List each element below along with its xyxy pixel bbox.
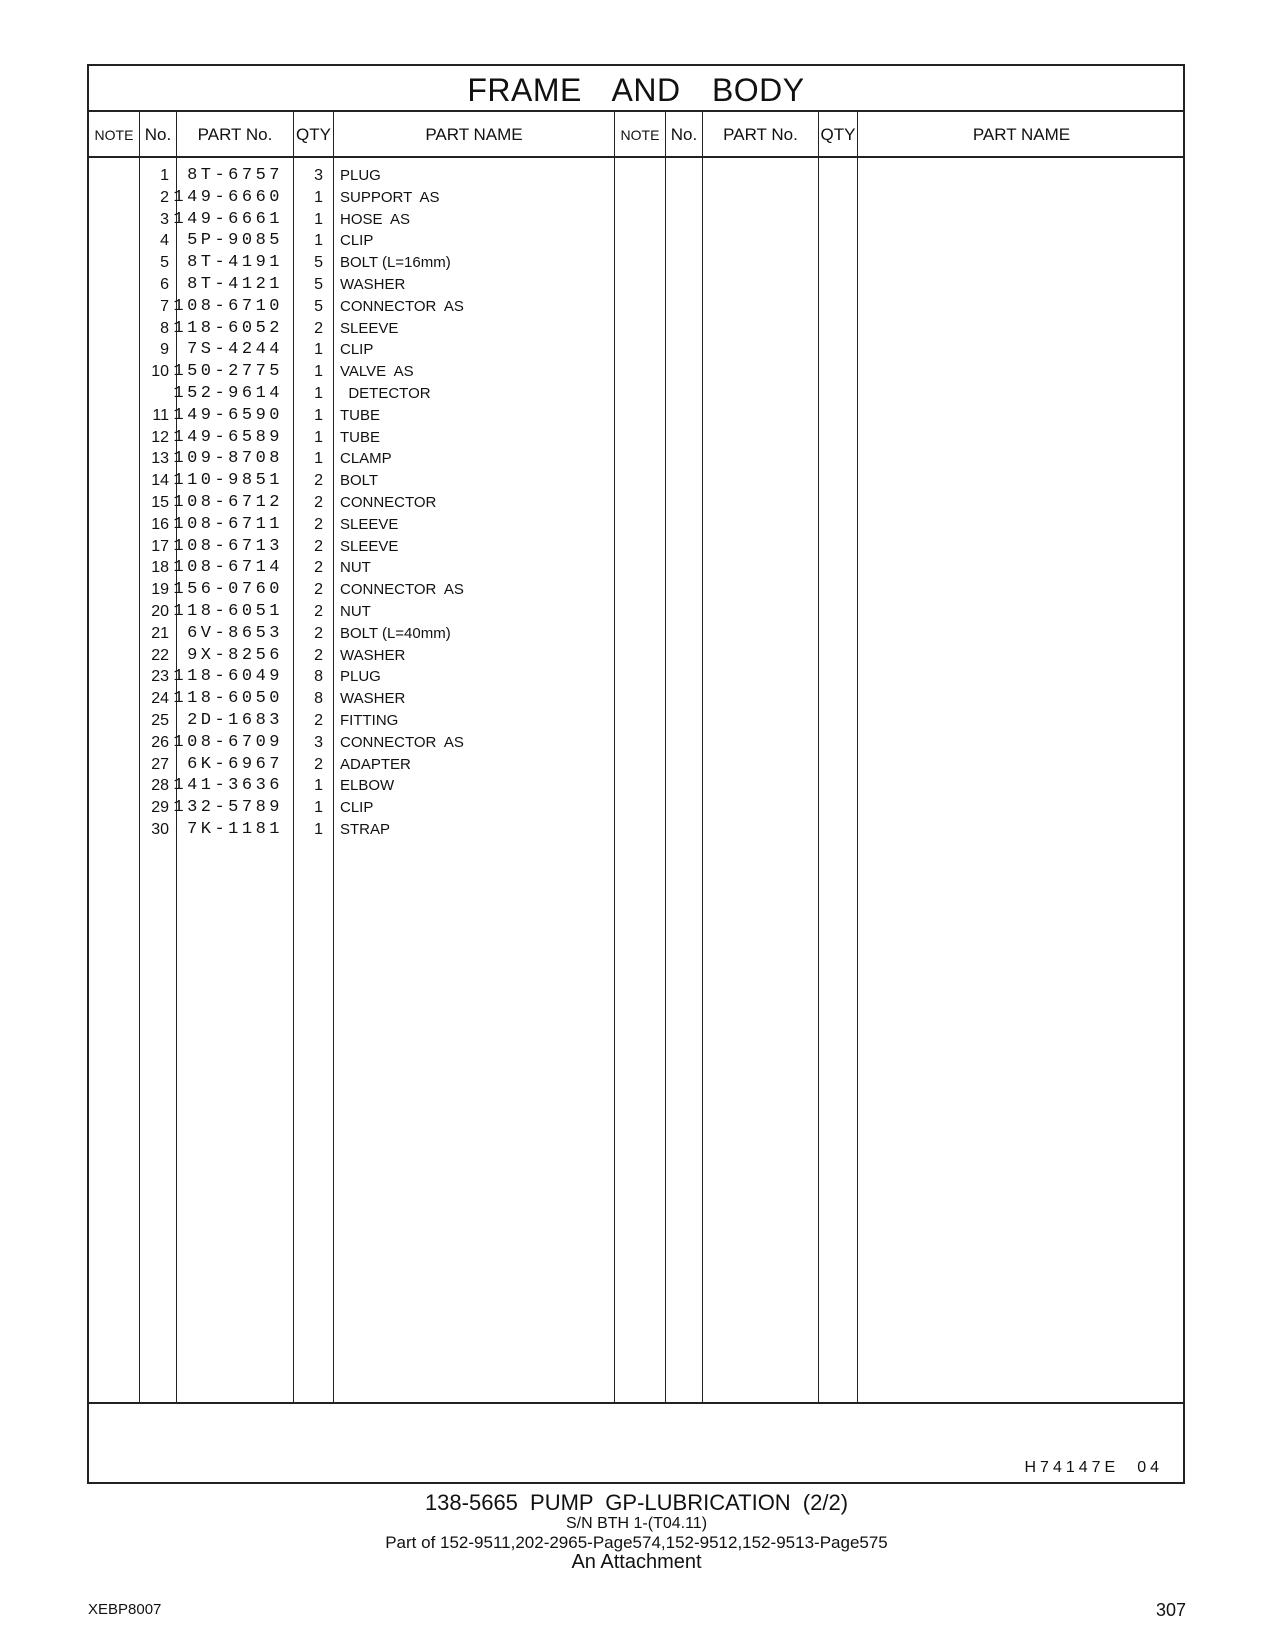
row-quantity: 2 xyxy=(314,319,323,337)
row-part-number: 108-6710 xyxy=(173,296,283,316)
row-quantity: 2 xyxy=(314,537,323,555)
header-note: NOTE xyxy=(620,127,660,143)
row-part-name: CLIP xyxy=(340,232,374,250)
header-note: NOTE xyxy=(94,127,134,143)
row-quantity: 2 xyxy=(314,755,323,773)
row-quantity: 1 xyxy=(314,210,323,228)
row-item-number: 28 xyxy=(151,777,169,795)
row-part-number: 118-6050 xyxy=(173,689,283,709)
col-divider xyxy=(857,112,858,1402)
row-item-number: 3 xyxy=(160,210,169,228)
row-part-name: BOLT xyxy=(340,472,379,490)
row-part-name: BOLT (L=40mm) xyxy=(340,624,451,642)
row-quantity: 3 xyxy=(314,167,323,184)
row-item-number: 4 xyxy=(160,232,169,250)
row-part-number: 118-6049 xyxy=(173,667,283,687)
header-no: No. xyxy=(670,125,698,144)
header-part-no: PART No. xyxy=(723,125,798,144)
row-part-name: CLAMP xyxy=(340,450,392,468)
illustration-code xyxy=(1024,1459,1163,1477)
row-part-name: PLUG xyxy=(340,167,381,184)
row-quantity: 2 xyxy=(314,494,323,511)
row-part-name: SLEEVE xyxy=(340,515,399,533)
row-part-number: 149-6661 xyxy=(173,209,283,229)
row-part-number: 118-6052 xyxy=(173,318,283,338)
row-part-number: 6K-6967 xyxy=(187,754,283,774)
row-item-number: 20 xyxy=(151,603,169,620)
document-id: XEBP8007 xyxy=(88,1601,162,1618)
row-quantity: 3 xyxy=(314,733,323,751)
row-item-number: 19 xyxy=(151,581,169,599)
row-quantity: 1 xyxy=(314,385,323,402)
header-divider xyxy=(89,156,1183,158)
row-item-number: 17 xyxy=(151,537,169,555)
row-part-name: WASHER xyxy=(340,690,406,708)
row-item-number: 5 xyxy=(160,254,169,272)
row-quantity: 2 xyxy=(314,646,323,664)
page-number: 307 xyxy=(1155,1600,1186,1620)
col-divider xyxy=(665,112,666,1402)
row-part-name: TUBE xyxy=(340,428,381,446)
row-part-number: 149-6660 xyxy=(173,187,283,207)
row-quantity: 1 xyxy=(314,363,323,381)
row-part-number: 108-6712 xyxy=(173,493,283,512)
row-part-name: PLUG xyxy=(340,668,381,686)
caption-serial: S/N BTH 1-(T04.11) xyxy=(565,1515,708,1532)
row-item-number: 7 xyxy=(160,297,169,315)
row-part-name: VALVE AS xyxy=(340,363,414,381)
row-part-name: WASHER xyxy=(340,276,406,293)
row-item-number: 10 xyxy=(151,363,169,381)
row-item-number: 2 xyxy=(160,188,169,206)
header-no: No. xyxy=(144,125,172,144)
row-item-number: 13 xyxy=(151,450,169,468)
row-part-name: CONNECTOR AS xyxy=(340,581,464,599)
row-part-number: 118-6051 xyxy=(173,602,283,621)
row-part-number: 5P-9085 xyxy=(187,231,283,251)
row-part-name: WASHER xyxy=(340,646,406,664)
row-part-name: ELBOW xyxy=(340,777,395,795)
row-quantity: 2 xyxy=(314,581,323,599)
row-part-number: 108-6714 xyxy=(173,558,283,578)
row-part-number: 109-8708 xyxy=(173,449,283,469)
parts-table-frame xyxy=(87,64,1185,1484)
row-quantity: 5 xyxy=(314,297,323,315)
illustration-rev: 04 xyxy=(1137,1459,1163,1476)
row-item-number: 27 xyxy=(151,755,169,773)
row-item-number: 23 xyxy=(151,668,169,686)
row-item-number: 18 xyxy=(151,559,169,577)
row-part-name: NUT xyxy=(340,559,371,577)
row-quantity: 1 xyxy=(314,450,323,468)
row-item-number: 22 xyxy=(151,646,169,664)
row-quantity: 1 xyxy=(314,341,323,359)
caption-title: 138-5665 PUMP GP-LUBRICATION (2/2) xyxy=(424,1490,849,1515)
illustration-code-value: H74147E xyxy=(1024,1459,1120,1476)
row-part-number: 150-2775 xyxy=(173,362,283,382)
row-part-number: 7K-1181 xyxy=(187,820,283,839)
row-item-number: 12 xyxy=(151,428,169,446)
row-item-number: 24 xyxy=(151,690,169,708)
row-part-number: 108-6709 xyxy=(173,732,283,752)
row-part-number: 149-6589 xyxy=(173,427,283,447)
row-quantity: 1 xyxy=(314,777,323,795)
row-part-name: SUPPORT AS xyxy=(340,188,440,206)
row-item-number: 11 xyxy=(152,406,169,424)
row-part-name: CONNECTOR AS xyxy=(340,733,464,751)
row-part-name: STRAP xyxy=(340,821,391,838)
row-part-name: CONNECTOR AS xyxy=(340,297,464,315)
row-part-number: 152-9614 xyxy=(173,384,283,403)
row-item-number: 21 xyxy=(151,624,169,642)
row-quantity: 1 xyxy=(314,406,323,424)
row-quantity: 8 xyxy=(314,690,323,708)
row-part-name: FITTING xyxy=(340,712,399,729)
row-part-name: HOSE AS xyxy=(340,210,411,228)
col-divider xyxy=(702,112,703,1402)
row-part-name: TUBE xyxy=(340,406,381,424)
row-part-number: 8T-4191 xyxy=(187,253,283,273)
row-part-number: 141-3636 xyxy=(173,776,283,796)
row-item-number: 30 xyxy=(151,821,169,838)
row-item-number: 26 xyxy=(151,733,169,751)
row-quantity: 8 xyxy=(314,668,323,686)
row-item-number: 16 xyxy=(151,515,169,533)
row-quantity: 1 xyxy=(314,232,323,250)
row-item-number: 6 xyxy=(160,276,169,293)
row-part-number: 6V-8653 xyxy=(187,623,283,643)
row-quantity: 1 xyxy=(314,799,323,817)
row-quantity: 1 xyxy=(314,428,323,446)
row-quantity: 2 xyxy=(314,472,323,490)
row-quantity: 1 xyxy=(314,821,323,838)
row-part-number: 149-6590 xyxy=(173,405,283,425)
row-part-name: DETECTOR xyxy=(340,385,431,402)
row-part-number: 108-6711 xyxy=(173,514,283,534)
row-part-name: BOLT (L=16mm) xyxy=(340,254,451,272)
row-part-name: SLEEVE xyxy=(340,319,399,337)
row-item-number: 8 xyxy=(160,319,169,337)
row-quantity: 2 xyxy=(314,712,323,729)
row-part-number: 110-9851 xyxy=(173,471,283,491)
col-divider xyxy=(293,112,294,1402)
col-divider xyxy=(333,112,334,1402)
header-qty: QTY xyxy=(820,125,856,144)
col-divider xyxy=(818,112,819,1402)
row-part-name: CONNECTOR xyxy=(340,494,437,511)
row-item-number: 25 xyxy=(151,712,169,729)
row-part-number: 132-5789 xyxy=(173,798,283,818)
row-item-number: 1 xyxy=(160,167,169,184)
row-quantity: 2 xyxy=(314,603,323,620)
row-part-number: 108-6713 xyxy=(173,536,283,556)
row-part-number: 2D-1683 xyxy=(187,711,283,730)
row-part-number: 7S-4244 xyxy=(187,340,283,360)
row-part-name: ADAPTER xyxy=(340,755,411,773)
header-part-no: PART No. xyxy=(197,125,273,144)
header-qty: QTY xyxy=(296,125,331,144)
row-part-number: 156-0760 xyxy=(173,580,283,600)
row-quantity: 2 xyxy=(314,559,323,577)
row-part-name: SLEEVE xyxy=(340,537,399,555)
row-item-number: 15 xyxy=(151,494,169,511)
row-part-number: 8T-4121 xyxy=(187,275,283,294)
footer-divider xyxy=(89,1402,1183,1404)
header-part-name: PART NAME xyxy=(972,125,1071,144)
caption-part-of: Part of 152-9511,202-2965-Page574,152-9512,152-9513-Page575 xyxy=(385,1533,888,1552)
caption-attachment: An Attachment xyxy=(571,1551,702,1573)
row-quantity: 1 xyxy=(314,188,323,206)
row-quantity: 5 xyxy=(314,254,323,272)
row-quantity: 2 xyxy=(314,515,323,533)
row-item-number: 14 xyxy=(151,472,169,490)
row-part-number: 9X-8256 xyxy=(187,645,283,665)
row-item-number: 9 xyxy=(160,341,169,359)
row-quantity: 2 xyxy=(314,624,323,642)
row-quantity: 5 xyxy=(314,276,323,293)
row-part-name: CLIP xyxy=(340,799,374,817)
row-item-number: 29 xyxy=(151,799,169,817)
row-part-name: CLIP xyxy=(340,341,374,359)
row-part-name: NUT xyxy=(340,603,371,620)
table-title: FRAME AND BODY xyxy=(467,72,805,108)
row-part-number: 8T-6757 xyxy=(187,166,283,185)
header-part-name: PART NAME xyxy=(425,125,523,144)
col-divider xyxy=(614,112,615,1402)
